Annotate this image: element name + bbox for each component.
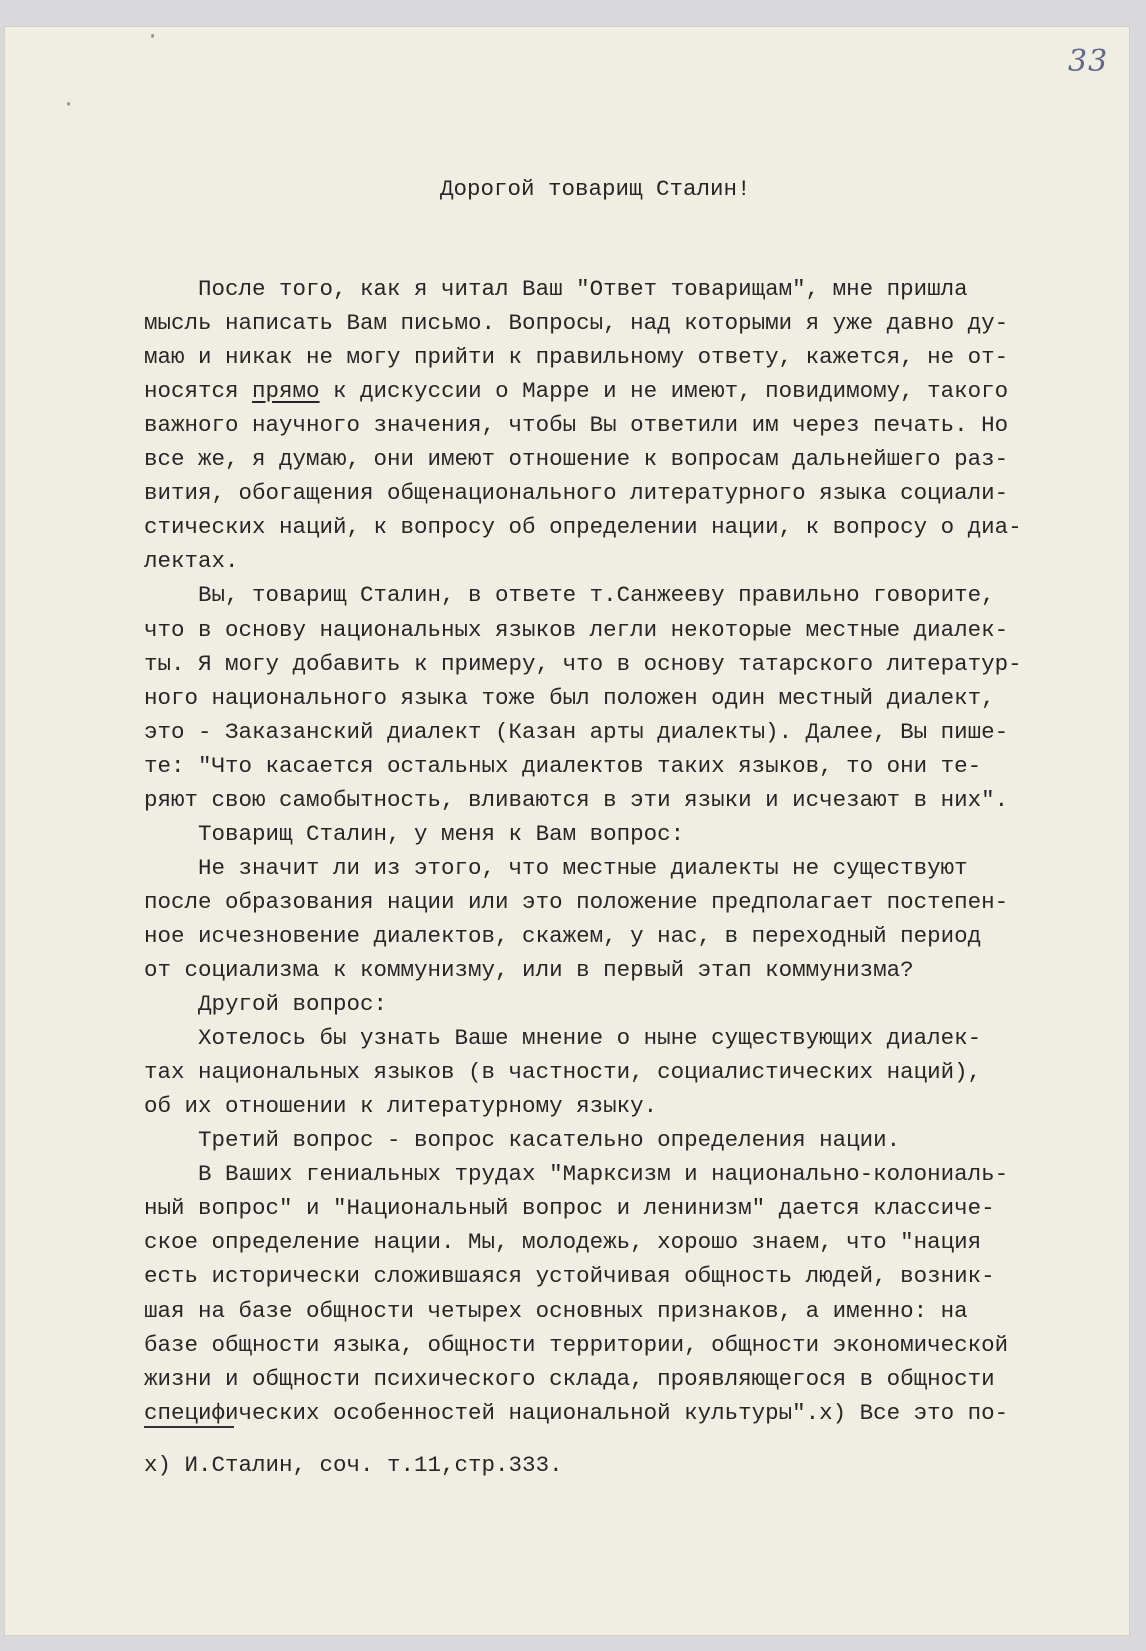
body-line: ного национального языка тоже был положен один местный диалект, xyxy=(144,684,995,711)
body-line: специфических особенностей национальной культуры".х) Все это по- xyxy=(144,1399,1009,1426)
body-line: мысль написать Вам письмо. Вопросы, над которыми я уже давно ду- xyxy=(144,310,1009,337)
body-line: важного научного значения, чтобы Вы ответили им через печать. Но xyxy=(144,412,1009,439)
underlined-word: прямо xyxy=(252,378,320,405)
body-line: Другой вопрос: xyxy=(144,991,388,1018)
body-line: те: "Что касается остальных диалектов таких языков, то они те- xyxy=(144,752,982,779)
body-line: ное исчезновение диалектов, скажем, у нас, в переходный период xyxy=(144,922,982,949)
margin-mark: · xyxy=(62,92,76,117)
body-line: об их отношении к литературному языку. xyxy=(144,1093,658,1120)
page-number: 33 xyxy=(1068,44,1109,79)
body-line: это - Заказанский диалект (Казан арты диалекты). Далее, Вы пише- xyxy=(144,718,1009,745)
body-line: вития, обогащения общенационального литературного языка социали- xyxy=(144,480,1009,507)
body-line: шая на базе общности четырех основных признаков, а именно: на xyxy=(144,1297,968,1324)
body-line: ское определение нации. Мы, молодежь, хорошо знаем, что "нация xyxy=(144,1229,982,1256)
body-line: стических наций, к вопросу об определении нации, к вопросу о диа- xyxy=(144,514,1022,541)
body-line: В Ваших гениальных трудах "Марксизм и национально-колониаль- xyxy=(144,1161,1009,1188)
body-line: Хотелось бы узнать Ваше мнение о ныне существующих диалек- xyxy=(144,1025,982,1052)
body-line: тах национальных языков (в частности, социалистических наций), xyxy=(144,1059,982,1086)
letter-salutation: Дорогой товарищ Сталин! xyxy=(440,176,751,202)
footnote: х) И.Сталин, соч. т.11,стр.333. xyxy=(144,1452,563,1478)
body-line: от социализма к коммунизму, или в первый этап коммунизма? xyxy=(144,957,914,983)
body-line: что в основу национальных языков легли некоторые местные диалек- xyxy=(144,616,1009,643)
body-line: После того, как я читал Ваш "Ответ товарищам", мне пришла xyxy=(144,276,968,302)
body-line: ряют свою самобытность, вливаются в эти языки и исчезают в них". xyxy=(144,786,1009,813)
body-line: маю и никак не могу прийти к правильному ответу, кажется, не от- xyxy=(144,344,1009,371)
body-line: жизни и общности психического склада, проявляющегося в общности xyxy=(144,1365,995,1392)
body-line: Товарищ Сталин, у меня к Вам вопрос: xyxy=(144,820,685,847)
body-line: Не значит ли из этого, что местные диалекты не существуют xyxy=(144,854,968,881)
footnote-rule xyxy=(144,1426,234,1428)
body-line: после образования нации или это положение предполагает постепен- xyxy=(144,888,1009,915)
body-line: Вы, товарищ Сталин, в ответе т.Санжееву правильно говорите, xyxy=(144,582,995,609)
margin-mark: · xyxy=(146,24,160,49)
body-line: носятся прямо к дискуссии о Марре и не имеют, повидимому, такого xyxy=(144,378,1009,405)
body-line: ный вопрос" и "Национальный вопрос и ленинизм" дается классиче- xyxy=(144,1195,995,1222)
body-line: лектах. xyxy=(144,548,239,575)
body-line: все же, я думаю, они имеют отношение к вопросам дальнейшего раз- xyxy=(144,446,1009,473)
body-line: есть исторически сложившаяся устойчивая общность людей, возник- xyxy=(144,1263,995,1290)
body-line: Третий вопрос - вопрос касательно определения нации. xyxy=(144,1127,901,1154)
body-line: базе общности языка, общности территории, общности экономической xyxy=(144,1331,1009,1358)
body-line: ты. Я могу добавить к примеру, что в основу татарского литератур- xyxy=(144,650,1022,677)
